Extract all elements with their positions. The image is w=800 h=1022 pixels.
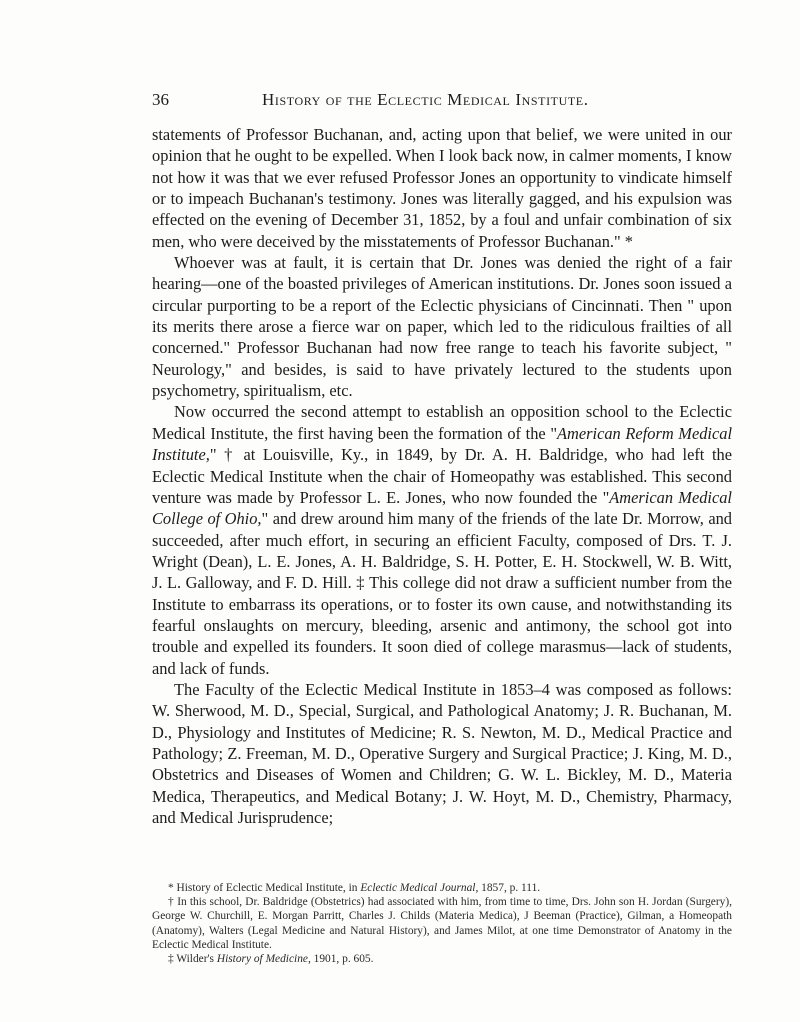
- footnote-2: [152, 895, 732, 952]
- footnote-1-text-a: * History of Eclectic Medical Institute, in: [168, 882, 361, 894]
- footnote-1: [152, 881, 732, 895]
- footnote-3-text-a: ‡ Wilder's: [168, 953, 217, 966]
- paragraph-3-text-b: " † at Louisville, Ky., in 1849, by Dr. A. H. Baldridge, who had left the Eclectic Medical Institute when the chair of Homeopathy was established. This second venture was made by Professor L. E. Jones, who now founded the ": [152, 445, 732, 507]
- paragraph-3-text-a: Now occurred the second attempt to establish an opposition school to the Eclectic Medical Institute, the first having been the formation of the ": [152, 402, 732, 443]
- paragraph-2-text: Whoever was at fault, it is certain that Dr. Jones was denied the right of a fair hearing—one of the boasted privileges of American institutions. Dr. Jones soon issued a circular purporting to be a report of the Eclectic physicians of Cincinnati. Then " upon its merits there arose a fierce war on paper, which led to the ridiculous frailties of all concerned." Professor Buchanan had now free range to teach his favorite subject, " Neurology," and besides, is said to have privately lectured to the students upon psychometry, spiritualism, etc.: [152, 253, 732, 401]
- footnote-3-text-b: 1901, p. 605.: [310, 953, 374, 966]
- footnote-1-text-b: 1857, p. 111.: [478, 882, 541, 894]
- footnote-1-italic: Eclectic Medical Journal,: [360, 882, 479, 894]
- paragraph-4: [152, 679, 732, 828]
- paragraph-2: [152, 252, 732, 401]
- paragraph-1-text: statements of Professor Buchanan, and, acting upon that belief, we were united in our opinion that he ought to be expelled. When I look back now, in calmer moments, I know not how it was that we ever refused Professor Jones an opportunity to vindicate himself or to impeach Buchanan's testimony. Jones was literally gagged, and his expulsion was effected on the evening of December 31, 1852, by a foul and unfair combination of six men, who were deceived by the misstatements of Professor Buchanan." *: [152, 125, 732, 251]
- paragraph-3-text-c: " and drew around him many of the friends of the late Dr. Morrow, and succeeded, after much effort, in securing an efficient Faculty, composed of Drs. T. J. Wright (Dean), L. E. Jones, A. H. Baldridge, S. H. Potter, E. H. Stockwell, W. B. Witt, J. L. Galloway, and F. D. Hill. ‡ This college did not draw a sufficient number from the Institute to embarrass its operations, or to foster its own cause, and notwithstanding its fearful onslaughts on mercury, bleeding, arsenic and antimony, the school got into trouble and expelled its founders. It soon died of college marasmus—lack of students, and lack of funds.: [152, 509, 732, 678]
- footnote-3: [152, 952, 732, 966]
- page-header: [152, 90, 732, 116]
- footnotes: [152, 881, 732, 966]
- paragraph-1: [152, 124, 732, 252]
- footnote-2-text: † In this school, Dr. Baldridge (Obstetrics) had associated with him, from time to time, Drs. John son H. Jordan (Surgery), George W. Churchill, E. Morgan Parritt, Charles J. Childs (Materia Medica), J Beeman (Practice), Gilman, a Homeopath (Anatomy), Walters (Legal Medicine and Natural History), and James Milot, at one time Demonstrator of Anatomy in the Eclectic Medical Institute.: [152, 896, 732, 951]
- footnote-3-italic: History of Medicine,: [216, 953, 311, 966]
- paragraph-4-text: The Faculty of the Eclectic Medical Institute in 1853–4 was composed as follows: W. Sherwood, M. D., Special, Surgical, and Pathological Anatomy; J. R. Buchanan, M. D., Physiology and Institutes of Medicine; R. S. Newton, M. D., Medical Practice and Pathology; Z. Freeman, M. D., Operative Surgery and Surgical Practice; J. King, M. D., Obstetrics and Diseases of Women and Children; G. W. L. Bickley, M. D., Materia Medica, Therapeutics, and Medical Botany; J. W. Hoyt, M. D., Chemistry, Pharmacy, and Medical Jurisprudence;: [152, 679, 732, 827]
- italic-title-american-reform: American Reform Medical Institute,: [152, 423, 733, 465]
- page-number: 36: [152, 90, 169, 109]
- italic-title-american-medical-college: American Medical College of Ohio,: [152, 487, 732, 529]
- body-text: [152, 124, 732, 828]
- running-head: History of the Eclectic Medical Institute.: [262, 90, 589, 109]
- paragraph-3: [152, 401, 732, 678]
